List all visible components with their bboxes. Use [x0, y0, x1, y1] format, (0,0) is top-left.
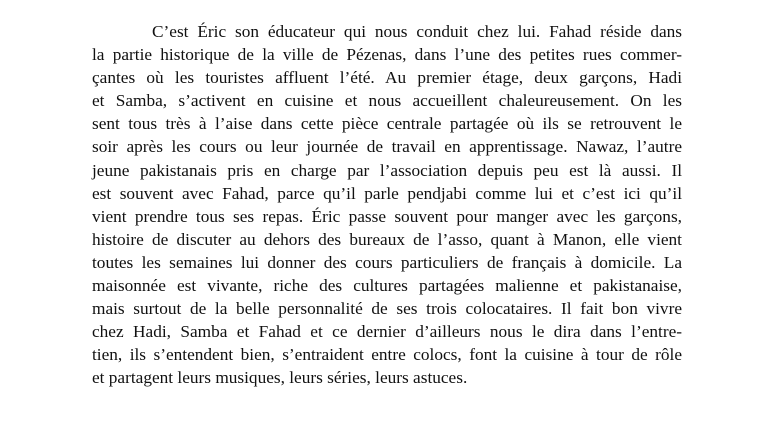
paragraph-line-8: est souvent avec Fahad, parce qu’il parle pendjabi comme lui et c’est ici qu’il [92, 183, 682, 203]
paragraph-line-1: C’est Éric son éducateur qui nous conduit chez lui. Fahad réside dans [152, 22, 682, 41]
body-paragraph [92, 20, 682, 390]
paragraph-line-10: histoire de discuter au dehors des bureaux de l’asso, quant à Manon, elle vient [92, 229, 682, 249]
paragraph-line-13: mais surtout de la belle personnalité de ses trois colocataires. Il fait bon vivre [92, 299, 682, 319]
paragraph-line-6: soir après les cours ou leur journée de travail en apprentissage. Nawaz, l’autre [92, 137, 682, 157]
paragraph-line-7: jeune pakistanais pris en charge par l’association depuis peu est là aussi. Il [92, 160, 682, 180]
paragraph-line-3: çantes où les touristes affluent l’été. Au premier étage, deux garçons, Hadi [92, 68, 682, 88]
paragraph-line-12: maisonnée est vivante, riche des cultures partagées malienne et pakistanaise, [92, 276, 682, 296]
paragraph-line-5: sent tous très à l’aise dans cette pièce centrale partagée où ils se retrouvent le [92, 114, 682, 134]
paragraph-line-15: tien, ils s’entendent bien, s’entraident entre colocs, font la cuisine à tour de rôle [92, 345, 682, 365]
paragraph-line-14: chez Hadi, Samba et Fahad et ce dernier d’ailleurs nous le dira dans l’entre- [92, 322, 682, 342]
paragraph-line-2: la partie historique de la ville de Pézenas, dans l’une des petites rues commer- [92, 45, 682, 65]
paragraph-line-11: toutes les semaines lui donner des cours particuliers de français à domicile. La [92, 252, 682, 272]
paragraph-line-9: vient prendre tous ses repas. Éric passe souvent pour manger avec les garçons, [92, 206, 682, 226]
paragraph-line-4: et Samba, s’activent en cuisine et nous accueillent chaleureusement. On les [92, 91, 682, 111]
paragraph-line-16: et partagent leurs musiques, leurs séries, leurs astuces. [92, 368, 468, 388]
